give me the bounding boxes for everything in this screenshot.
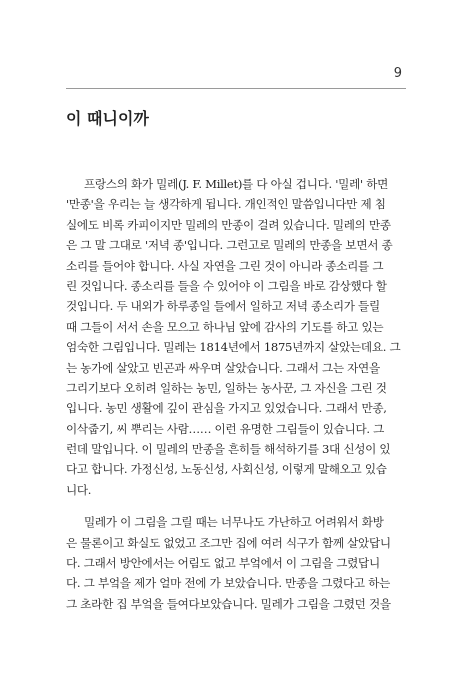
text-line: 린 것입니다. 종소리를 들을 수 있어야 이 그림을 바로 감상했다 할 — [66, 278, 387, 293]
text-line: 밀레가 이 그림을 그릴 때는 너무나도 가난하고 어려워서 화방 — [84, 515, 384, 530]
text-line: 다. 그 부엌을 제가 얼마 전에 가 보았습니다. 만종을 그렸다고 하는 — [66, 576, 391, 591]
text-line: 실에도 비록 카피이지만 밀레의 만종이 걸려 있습니다. 밀레의 만종 — [66, 217, 391, 232]
section-title: 이 때니이까 — [66, 109, 149, 128]
text-line: 소리를 들어야 합니다. 사실 자연을 그린 것이 아니라 종소리를 그 — [66, 258, 384, 273]
text-line: 는 농가에 살았고 빈곤과 싸우며 살았습니다. 그래서 그는 자연을 — [66, 360, 380, 375]
text-line: 그 초라한 집 부엌을 들여다보았습니다. 밀레가 그림을 그렸던 것을 — [66, 596, 391, 611]
text-line: 그리기보다 오히려 일하는 농민, 일하는 농사꾼, 그 자신을 그린 것 — [66, 380, 387, 395]
text-line: 프랑스의 화가 밀레(J. F. Millet)를 다 아실 겁니다. '밀레' 하면 — [84, 177, 389, 191]
text-line: 때 그들이 서서 손을 모으고 하나님 앞에 감사의 기도를 하고 있는 — [66, 319, 384, 334]
text-line: 은 그 말 그대로 '저녁 종'입니다. 그런고로 밀레의 만종을 보면서 종 — [66, 238, 393, 253]
text-line: 다고 합니다. 가정신성, 노동신성, 사회신성, 이렇게 말해오고 있습 — [66, 462, 387, 477]
paragraph-1 — [66, 174, 404, 500]
page-number: 9 — [393, 66, 402, 81]
paragraph-2 — [66, 512, 404, 614]
text-line: 런데 말입니다. 이 밀레의 만종을 흔히들 해석하기를 3대 신성이 있 — [66, 442, 391, 457]
text-line: '만종'을 우리는 늘 생각하게 됩니다. 개인적인 말씀입니다만 제 침 — [66, 197, 386, 212]
text-line: 니다. — [66, 482, 92, 497]
body-text — [66, 174, 404, 614]
header-rule — [66, 88, 406, 89]
text-line: 엄숙한 그림입니다. 밀레는 1814년에서 1875년까지 살았는데요. 그 — [66, 340, 401, 355]
text-line: 입니다. 농민 생활에 깊이 관심을 가지고 있었습니다. 그래서 만종, — [66, 401, 387, 416]
text-line: 은 물론이고 화실도 없었고 조그만 집에 여러 식구가 함께 살았답니 — [66, 535, 391, 550]
text-line: 것입니다. 두 내외가 하루종일 들에서 일하고 저녁 종소리가 들릴 — [66, 299, 380, 314]
text-line: 이삭줍기, 씨 뿌리는 사람…… 이런 유명한 그림들이 있습니다. 그 — [66, 421, 385, 436]
text-line: 다. 그래서 방안에서는 어림도 없고 부엌에서 이 그림을 그렸답니 — [66, 556, 380, 571]
paragraph-gap — [66, 500, 404, 512]
